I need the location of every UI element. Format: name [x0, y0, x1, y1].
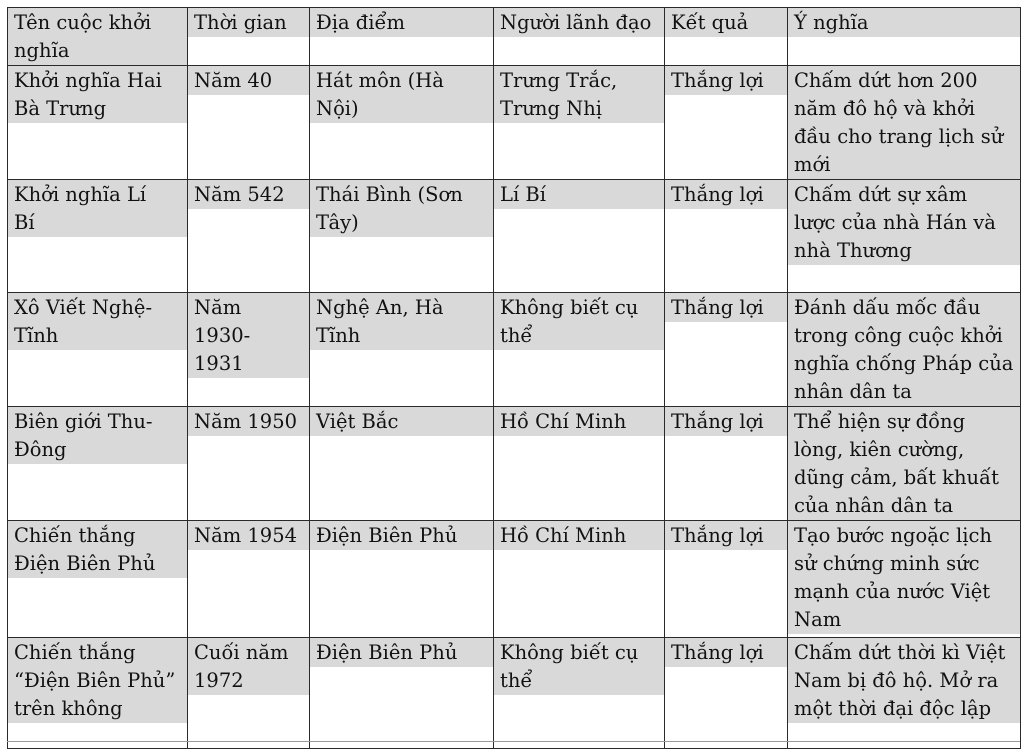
table-row: [8, 66, 1021, 180]
page-bottom-edge: [7, 741, 1020, 742]
table-cell: Thái Bình (Sơn Tây): [310, 180, 494, 293]
table-cell: Chấm dứt sự xâm lược của nhà Hán và nhà Thương: [788, 180, 1021, 293]
table-row: [8, 638, 1021, 749]
table-cell: Không biết cụ thể: [494, 638, 665, 749]
table-cell: Hồ Chí Minh: [494, 521, 665, 638]
table-cell: Chấm dứt hơn 200 năm đô hộ và khởi đầu cho trang lịch sử mới: [788, 66, 1021, 180]
table-cell: Thắng lợi: [665, 66, 788, 180]
table-row: [8, 521, 1021, 638]
table-cell: Khởi nghĩa Hai Bà Trưng: [8, 66, 188, 180]
uprisings-table: [7, 7, 1021, 749]
header-cell-meaning: Ý nghĩa: [788, 8, 1021, 66]
table-cell: Chiến thắng Điện Biên Phủ: [8, 521, 188, 638]
table-cell: Năm 542: [188, 180, 310, 293]
table-row: [8, 407, 1021, 521]
table-cell: Hồ Chí Minh: [494, 407, 665, 521]
header-cell-time: Thời gian: [188, 8, 310, 66]
table-cell: Thể hiện sự đồng lòng, kiên cường, dũng cảm, bất khuất của nhân dân ta: [788, 407, 1021, 521]
table-cell: Hát môn (Hà Nội): [310, 66, 494, 180]
table-cell: Không biết cụ thể: [494, 293, 665, 407]
table-cell: Việt Bắc: [310, 407, 494, 521]
table-cell: Đánh dấu mốc đầu trong công cuộc khởi nghĩa chống Pháp của nhân dân ta: [788, 293, 1021, 407]
table-cell: Năm 1930- 1931: [188, 293, 310, 407]
table-cell: Biên giới Thu- Đông: [8, 407, 188, 521]
table-row: [8, 180, 1021, 293]
table-cell: Nghệ An, Hà Tĩnh: [310, 293, 494, 407]
table-cell: Điện Biên Phủ: [310, 521, 494, 638]
table-cell: Chiến thắng “Điện Biên Phủ” trên không: [8, 638, 188, 749]
table-cell: Khởi nghĩa Lí Bí: [8, 180, 188, 293]
table-row: [8, 293, 1021, 407]
table-cell: Thắng lợi: [665, 638, 788, 749]
table-cell: Điện Biên Phủ: [310, 638, 494, 749]
table-cell: Tạo bước ngoặc lịch sử chứng minh sức mạnh của nước Việt Nam: [788, 521, 1021, 638]
table-cell: Chấm dứt thời kì Việt Nam bị đô hộ. Mở ra một thời đại độc lập: [788, 638, 1021, 749]
table-cell: Năm 40: [188, 66, 310, 180]
table-header-row: [8, 8, 1021, 66]
table-cell: Thắng lợi: [665, 180, 788, 293]
table-cell: Thắng lợi: [665, 521, 788, 638]
header-cell-place: Địa điểm: [310, 8, 494, 66]
header-cell-leader: Người lãnh đạo: [494, 8, 665, 66]
table-cell: Xô Viết Nghệ- Tĩnh: [8, 293, 188, 407]
header-cell-name: Tên cuộc khởi nghĩa: [8, 8, 188, 66]
table-cell: Thắng lợi: [665, 293, 788, 407]
table-cell: Năm 1950: [188, 407, 310, 521]
table-cell: Lí Bí: [494, 180, 665, 293]
header-cell-result: Kết quả: [665, 8, 788, 66]
table-cell: Năm 1954: [188, 521, 310, 638]
table-cell: Trưng Trắc, Trưng Nhị: [494, 66, 665, 180]
table-cell: Cuối năm 1972: [188, 638, 310, 749]
table-cell: Thắng lợi: [665, 407, 788, 521]
